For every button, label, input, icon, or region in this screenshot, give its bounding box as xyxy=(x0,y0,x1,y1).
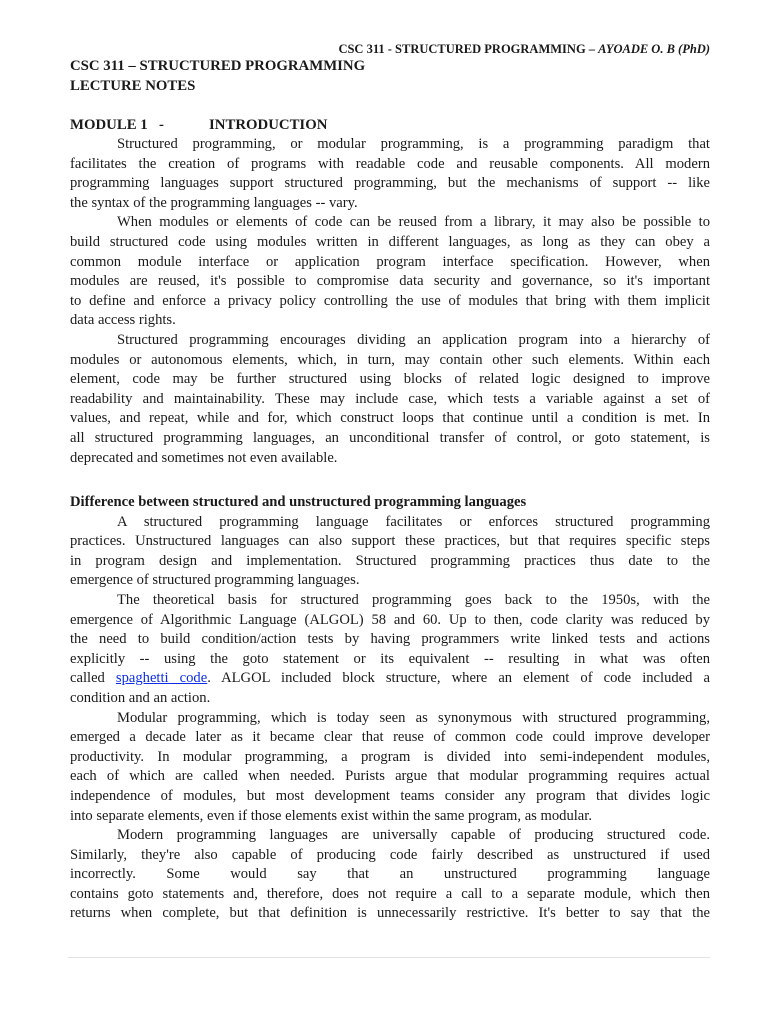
paragraph xyxy=(70,709,710,827)
document-title: CSC 311 – STRUCTURED PROGRAMMING xyxy=(70,58,366,74)
text-line: Similarly, they're also capable of producing code fairly described as unstructured if used xyxy=(70,846,710,863)
text-line: the need to build condition/action tests by having programmers write linked tests and actions xyxy=(70,631,710,648)
text-line: Modern programming languages are universally capable of producing structured code. xyxy=(117,827,710,844)
text-line: to define and enforce a privacy policy controlling the use of modules that bring with them implicit xyxy=(70,292,710,309)
running-header xyxy=(338,42,710,57)
text-line: each of which are called when needed. Purists argue that modular programming requires actual xyxy=(70,768,710,785)
footer-divider xyxy=(68,957,710,958)
text-line: in program design and implementation. Structured programming practices thus date to the xyxy=(70,552,710,569)
paragraph xyxy=(70,826,710,924)
module-number: MODULE 1 xyxy=(70,117,148,133)
text-line: emerged a decade later as it became clear that reuse of common code could improve developer xyxy=(70,729,710,746)
text-line: Modular programming, which is today seen as synonymous with structured programming, xyxy=(117,709,710,726)
text-line: emergence of structured programming languages. xyxy=(70,572,360,589)
text-line: independence of modules, but most development teams consider any program that divides logic xyxy=(70,787,710,804)
text-line: common module interface or application program interface specification. However, when xyxy=(70,253,710,270)
text-line: all structured programming languages, an unconditional transfer of control, or goto statement, is xyxy=(70,429,710,446)
paragraph xyxy=(70,135,710,213)
text-line: practices. Unstructured languages can also support these practices, but that requires specific steps xyxy=(70,533,710,550)
text-line: Structured programming, or modular programming, is a programming paradigm that xyxy=(117,136,710,152)
text-line: returns when complete, but that definition is unnecessarily restrictive. It's better to say that the xyxy=(70,905,710,922)
text-line: explicitly -- using the goto statement or its equivalent -- resulting in what was often xyxy=(70,650,710,667)
text-line: The theoretical basis for structured programming goes back to the 1950s, with the xyxy=(117,591,710,608)
text-line: When modules or elements of code can be reused from a library, it may also be possible to xyxy=(117,214,710,231)
paragraph xyxy=(70,591,710,709)
spaghetti-code-link[interactable]: spaghetti code xyxy=(115,670,208,687)
text-line: productivity. In modular programming, a program is divided into semi-independent modules, xyxy=(70,748,710,765)
text-line: programming languages support structured programming, but the mechanisms of support -- like xyxy=(70,175,710,192)
text-line: the syntax of the programming languages -- vary. xyxy=(70,194,358,211)
text-line: incorrectly. Some would say that an unstructured programming language xyxy=(70,866,710,883)
text-line: condition and an action. xyxy=(70,689,211,706)
document-subtitle: LECTURE NOTES xyxy=(70,78,196,94)
text-line: data access rights. xyxy=(70,312,176,329)
section-difference xyxy=(70,493,710,924)
text-line: modules or autonomous elements, which, in turn, may contain other such elements. Within each xyxy=(70,351,710,368)
text-line: emergence of Algorithmic Language (ALGOL) 58 and 60. Up to then, code clarity was reduced by xyxy=(70,611,710,628)
text-line: into separate elements, even if those elements exist within the same program, as modular. xyxy=(70,807,592,824)
section-heading: Difference between structured and unstructured programming languages xyxy=(70,494,527,510)
paragraph xyxy=(70,513,710,591)
module-name: INTRODUCTION xyxy=(209,117,328,133)
text-line: readability and maintainability. These may include case, which tests a variable against a set of xyxy=(70,390,710,407)
text-line: element, code may be further structured using blocks of related logic designed to improve xyxy=(70,371,710,388)
paragraph xyxy=(70,331,710,468)
text-line: Structured programming encourages dividing an application program into a hierarchy of xyxy=(117,331,710,348)
running-header-author: AYOADE O. B (PhD) xyxy=(598,42,710,56)
paragraph xyxy=(70,213,710,331)
text-line: modules are reused, it's possible to compromise data security and governance, so it's important xyxy=(70,273,710,290)
text-line: called spaghetti code. ALGOL included block structure, where an element of code included a xyxy=(70,670,710,687)
text-line: contains goto statements and, therefore, does not require a call to a separate module, which then xyxy=(70,885,710,902)
running-header-course: CSC 311 - STRUCTURED PROGRAMMING – xyxy=(338,42,599,56)
text-line: build structured code using modules written in different languages, as long as they can obey a xyxy=(70,233,710,250)
text-line: A structured programming language facilitates or enforces structured programming xyxy=(117,513,710,530)
text-line: values, and repeat, while and for, which construct loops that continue until a condition is met. In xyxy=(70,410,710,427)
module-dash: - xyxy=(159,117,164,133)
text-line: deprecated and sometimes not even available. xyxy=(70,449,338,466)
text-line: facilitates the creation of programs with readable code and reusable components. All modern xyxy=(70,155,710,172)
section-introduction-body xyxy=(70,135,710,468)
